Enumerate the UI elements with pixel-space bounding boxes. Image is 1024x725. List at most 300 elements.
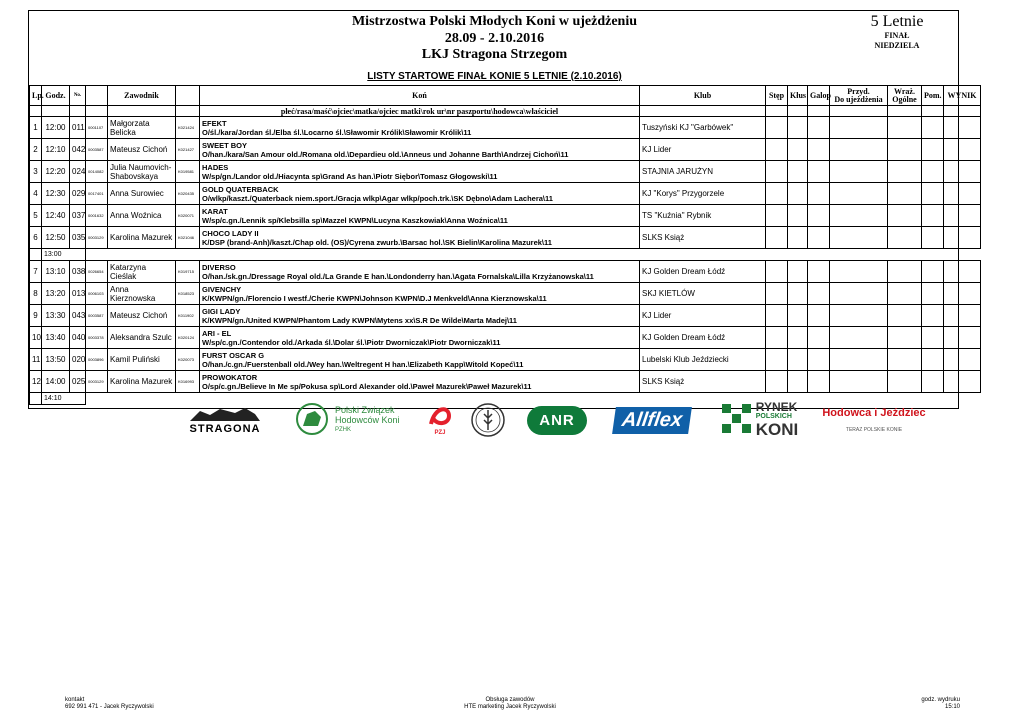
row-lp: 9 xyxy=(30,305,42,327)
row-lp: 10 xyxy=(30,327,42,349)
row-horse xyxy=(200,283,640,305)
sponsor-logos xyxy=(150,398,960,446)
row-rider: Karolina Mazurek xyxy=(108,371,176,393)
row-lp: 6 xyxy=(30,227,42,249)
row-rider-id: 0006103 xyxy=(86,283,108,305)
row-score-cell xyxy=(808,283,830,305)
row-rider: Anna Kierznowska xyxy=(108,283,176,305)
row-score-cell xyxy=(808,349,830,371)
day-label: NIEDZIELA xyxy=(874,41,920,50)
row-horse-info: O/han./c.gn./Fuerstenball old./Wey han.\Weltregent H han.\Elizabeth Kapp\Witold Kopeć\11 xyxy=(202,359,524,369)
stragona-logo xyxy=(180,402,270,438)
col-lp: Lp. xyxy=(30,86,42,106)
row-horse xyxy=(200,205,640,227)
break-time: 13:00 xyxy=(42,249,86,261)
row-score-cell xyxy=(888,183,922,205)
footer-contact-phone: 692 991 471 - Jacek Ryczywolski xyxy=(65,704,154,710)
row-score-cell xyxy=(922,227,944,249)
anr-logo xyxy=(522,402,592,438)
row-score-cell xyxy=(766,327,788,349)
header-spacer-cell xyxy=(108,106,176,117)
row-rider: Małgorzata Belicka xyxy=(108,117,176,139)
competition-dates: 28.09 - 2.10.2016 xyxy=(444,31,545,46)
footer-print-value: 15:10 xyxy=(944,704,960,710)
row-time: 12:40 xyxy=(42,205,70,227)
row-score-cell xyxy=(888,261,922,283)
row-score-cell xyxy=(944,283,981,305)
break-spacer-cell xyxy=(30,393,42,405)
row-rider: Julia Naumovich-Shabovskaya xyxy=(108,161,176,183)
row-score-cell xyxy=(944,327,981,349)
row-lp: 3 xyxy=(30,161,42,183)
row-horse xyxy=(200,305,640,327)
row-score-cell xyxy=(830,117,888,139)
row-rider-id: 0003129 xyxy=(86,371,108,393)
row-score-cell xyxy=(766,205,788,227)
col-wraz xyxy=(888,86,922,106)
table-row xyxy=(30,283,981,305)
rynek-word: RYNEK xyxy=(755,400,798,414)
start-list-table xyxy=(29,85,981,405)
row-score-cell xyxy=(888,139,922,161)
row-horse-id: K020124 xyxy=(176,327,200,349)
header-spacer-cell xyxy=(922,106,944,117)
row-club: SLKS Książ xyxy=(640,227,766,249)
row-horse-name: GIGI LADY xyxy=(202,306,241,316)
row-horse-name: DIVERSO xyxy=(202,262,236,272)
row-score-cell xyxy=(788,305,808,327)
row-rider: Kamil Puliński xyxy=(108,349,176,371)
row-score-cell xyxy=(766,305,788,327)
col-step: Stęp xyxy=(766,86,788,106)
header-spacer-cell xyxy=(30,106,42,117)
season-box xyxy=(842,13,952,51)
row-score-cell xyxy=(766,227,788,249)
row-lp: 1 xyxy=(30,117,42,139)
row-club: TS "Kuźnia" Rybnik xyxy=(640,205,766,227)
row-score-cell xyxy=(788,205,808,227)
list-title: LISTY STARTOWE FINAŁ KONIE 5 LETNIE (2.10.2016) xyxy=(367,71,622,82)
row-score-cell xyxy=(944,161,981,183)
row-score-cell xyxy=(888,327,922,349)
table-row xyxy=(30,227,981,249)
row-time: 12:10 xyxy=(42,139,70,161)
row-score-cell xyxy=(808,161,830,183)
row-lp: 12 xyxy=(30,371,42,393)
row-horse-id: K020071 xyxy=(176,205,200,227)
wraz-label: Wraż. xyxy=(894,86,915,96)
row-horse-name: KARAT xyxy=(202,206,228,216)
row-horse-id: K016993 xyxy=(176,371,200,393)
footer-contact xyxy=(65,697,154,711)
col-klus: Kłus xyxy=(788,86,808,106)
col-przyd xyxy=(830,86,888,106)
table-row xyxy=(30,349,981,371)
row-start-no: 013 xyxy=(70,283,86,305)
row-club: KJ Golden Dream Łódź xyxy=(640,261,766,283)
row-horse-id: K019715 xyxy=(176,261,200,283)
row-club: SKJ KIETLÓW xyxy=(640,283,766,305)
row-score-cell xyxy=(830,305,888,327)
col-klub: Klub xyxy=(640,86,766,106)
document-frame xyxy=(28,10,977,409)
row-club: SLKS Książ xyxy=(640,371,766,393)
row-time: 12:00 xyxy=(42,117,70,139)
row-time: 13:20 xyxy=(42,283,70,305)
row-score-cell xyxy=(788,283,808,305)
row-horse-info: K/KWPN/gn./Florencio I westf./Cherie KWPN\Johnson KWPN\D.J Menkveld\Anna Kierznowska\11 xyxy=(202,293,547,303)
row-score-cell xyxy=(766,261,788,283)
row-score-cell xyxy=(888,205,922,227)
col-pom: Pom. xyxy=(922,86,944,106)
row-score-cell xyxy=(922,161,944,183)
row-start-no: 042 xyxy=(70,139,86,161)
table-row xyxy=(30,261,981,283)
row-score-cell xyxy=(788,371,808,393)
footer-print-time xyxy=(900,697,960,711)
przyd-label: Przyd. xyxy=(847,86,870,96)
rynek-koni-logo xyxy=(710,402,810,438)
row-horse-info: W/sp/gn./Landor old./Hiacynta sp\Grand As han.\Piotr Siębor\Tomasz Głogowski\11 xyxy=(202,171,498,181)
anr-badge: ANR xyxy=(527,406,587,435)
row-horse-name: PROWOKATOR xyxy=(202,372,258,382)
row-score-cell xyxy=(788,183,808,205)
start-list-body xyxy=(30,106,981,405)
row-lp: 2 xyxy=(30,139,42,161)
row-score-cell xyxy=(788,327,808,349)
row-score-cell xyxy=(922,283,944,305)
row-start-no: 043 xyxy=(70,305,86,327)
row-horse-name: EFEKT xyxy=(202,118,227,128)
row-score-cell xyxy=(944,227,981,249)
row-horse xyxy=(200,349,640,371)
row-horse-name: CHOCO LADY II xyxy=(202,228,259,238)
pzj-logo xyxy=(425,402,455,438)
row-score-cell xyxy=(788,117,808,139)
row-score-cell xyxy=(808,305,830,327)
row-horse-id: K011902 xyxy=(176,305,200,327)
table-row xyxy=(30,117,981,139)
col-wynik: WYNIK xyxy=(944,86,981,106)
row-score-cell xyxy=(830,183,888,205)
row-score-cell xyxy=(830,349,888,371)
row-score-cell xyxy=(888,349,922,371)
row-club: KJ "Korys" Przygorzele xyxy=(640,183,766,205)
pzhk-logo xyxy=(290,402,420,438)
col-godz: Godz. xyxy=(42,86,70,106)
break-spacer-cell xyxy=(30,249,42,261)
row-rider-id: 0003896 xyxy=(86,349,108,371)
row-rider-id: 0003378 xyxy=(86,327,108,349)
row-score-cell xyxy=(808,205,830,227)
pzhk-emblem-icon xyxy=(293,402,331,438)
row-time: 12:50 xyxy=(42,227,70,249)
row-score-cell xyxy=(808,261,830,283)
row-rider-id: 0003129 xyxy=(86,227,108,249)
header-spacer-cell xyxy=(944,106,981,117)
footer-contact-label: kontakt xyxy=(65,697,85,703)
row-score-cell xyxy=(830,283,888,305)
row-score-cell xyxy=(888,283,922,305)
row-score-cell xyxy=(922,349,944,371)
row-score-cell xyxy=(888,305,922,327)
row-score-cell xyxy=(808,183,830,205)
row-score-cell xyxy=(766,183,788,205)
row-score-cell xyxy=(922,371,944,393)
row-score-cell xyxy=(830,139,888,161)
stage-label: FINAŁ xyxy=(884,31,910,40)
row-score-cell xyxy=(922,139,944,161)
row-club: KJ Lider xyxy=(640,139,766,161)
pzhk-abbr: PZHK xyxy=(335,427,352,433)
row-start-no: 038 xyxy=(70,261,86,283)
row-club: KJ Golden Dream Łódź xyxy=(640,327,766,349)
row-horse-info: W/sp/c.gn./Contendor old./Arkada śl.\Dolar śl.\Piotr Dworniczak\Piotr Dworniczak\11 xyxy=(202,337,501,347)
competition-venue: LKJ Stragona Strzegom xyxy=(421,47,568,62)
row-score-cell xyxy=(944,371,981,393)
row-club: Lubelski Klub Jeździecki xyxy=(640,349,766,371)
age-class: 5 Letnie xyxy=(870,13,924,30)
col-kon: Koń xyxy=(200,86,640,106)
header-spacer-cell xyxy=(640,106,766,117)
pzj-text: PZJ xyxy=(434,430,446,436)
horse-info-header: płeć/rasa/maść\ojciec\matka/ojciec matki\rok ur\nr paszportu\hodowca\właściciel xyxy=(200,106,640,117)
col-galop: Galop xyxy=(808,86,830,106)
row-rider: Mateusz Cichoń xyxy=(108,139,176,161)
footer-service-name: HTE marketing Jacek Ryczywolski xyxy=(464,704,556,710)
horse-info-header-row xyxy=(30,106,981,117)
row-horse xyxy=(200,371,640,393)
pzj-swirl-icon xyxy=(427,404,453,430)
col-zawodnik: Zawodnik xyxy=(108,86,176,106)
row-horse xyxy=(200,139,640,161)
row-horse-id: K021046 xyxy=(176,227,200,249)
competition-title: Mistrzostwa Polski Młodych Koni w ujeżdżeniu xyxy=(351,14,638,29)
row-horse xyxy=(200,183,640,205)
row-club: KJ Lider xyxy=(640,305,766,327)
row-score-cell xyxy=(808,227,830,249)
row-score-cell xyxy=(944,349,981,371)
row-score-cell xyxy=(944,305,981,327)
row-club: STAJNIA JARUŻYN xyxy=(640,161,766,183)
col-spacer xyxy=(86,86,108,106)
break-time: 14:10 xyxy=(42,393,86,405)
row-lp: 11 xyxy=(30,349,42,371)
row-start-no: 035 xyxy=(70,227,86,249)
row-rider-id: 0014082 xyxy=(86,161,108,183)
row-start-no: 020 xyxy=(70,349,86,371)
table-row xyxy=(30,183,981,205)
row-score-cell xyxy=(788,227,808,249)
row-horse-id: K020073 xyxy=(176,349,200,371)
row-horse-name: HADES xyxy=(202,162,229,172)
rynek-grid-icon xyxy=(722,404,752,436)
row-score-cell xyxy=(830,261,888,283)
row-score-cell xyxy=(766,139,788,161)
row-rider-id: 0017401 xyxy=(86,183,108,205)
row-horse-name: ARI - EL xyxy=(202,328,232,338)
row-horse xyxy=(200,227,640,249)
row-score-cell xyxy=(766,283,788,305)
row-score-cell xyxy=(808,327,830,349)
row-score-cell xyxy=(830,371,888,393)
row-horse-name: GOLD QUATERBACK xyxy=(202,184,279,194)
row-time: 13:30 xyxy=(42,305,70,327)
header-spacer-cell xyxy=(70,106,86,117)
row-time: 12:30 xyxy=(42,183,70,205)
row-score-cell xyxy=(922,183,944,205)
row-score-cell xyxy=(830,227,888,249)
row-score-cell xyxy=(944,205,981,227)
row-horse-info: K/DSP (brand-Anh)/kaszt./Chap old. (OS)/Cyrena zwurb.\Barsac hol.\SK Bielin\Karolina Mazurek\11 xyxy=(202,237,552,247)
row-time: 13:50 xyxy=(42,349,70,371)
row-rider-id: 0003587 xyxy=(86,139,108,161)
teraz-text: TERAZ POLSKIE KONIE xyxy=(845,427,903,433)
row-score-cell xyxy=(830,327,888,349)
stragona-text: STRAGONA xyxy=(189,423,261,435)
row-lp: 7 xyxy=(30,261,42,283)
table-row xyxy=(30,205,981,227)
row-score-cell xyxy=(944,183,981,205)
row-horse-name: GIVENCHY xyxy=(202,284,242,294)
header-spacer-cell xyxy=(176,106,200,117)
header-spacer-cell xyxy=(42,106,70,117)
table-row xyxy=(30,371,981,393)
row-score-cell xyxy=(766,371,788,393)
row-horse-info: O/han./kara/San Amour old./Romana old.\Depardieu old.\Anneus und Johanne Barth\Andrzej Cichoń\11 xyxy=(202,149,569,159)
row-horse-id: K020435 xyxy=(176,183,200,205)
footer-print-label: godz. wydruku xyxy=(921,697,960,703)
row-score-cell xyxy=(788,161,808,183)
polskich-word: POLSKICH xyxy=(755,413,792,420)
row-rider: Anna Surowiec xyxy=(108,183,176,205)
row-rider: Katarzyna Cieślak xyxy=(108,261,176,283)
row-score-cell xyxy=(766,117,788,139)
koni-word: KONI xyxy=(755,420,799,439)
allflex-badge: Allflex xyxy=(612,407,692,434)
row-start-no: 040 xyxy=(70,327,86,349)
col-lic xyxy=(176,86,200,106)
row-horse-id: K019581 xyxy=(176,161,200,183)
footer-service-label: Obsługa zawodów xyxy=(485,697,535,703)
wraz-sub: Ogólne xyxy=(892,94,917,104)
row-horse xyxy=(200,327,640,349)
row-score-cell xyxy=(888,371,922,393)
row-horse-id: K021427 xyxy=(176,139,200,161)
row-horse-info: O/wlkp/kaszt./Quaterback niem.sport./Gracja wlkp\Agar wlkp/poch.trk.\SK Dębno\Adam Lachera\11 xyxy=(202,193,553,203)
row-score-cell xyxy=(944,139,981,161)
break-row xyxy=(30,249,981,261)
break-rest-cell xyxy=(86,249,981,261)
row-horse xyxy=(200,117,640,139)
row-lp: 5 xyxy=(30,205,42,227)
row-score-cell xyxy=(922,117,944,139)
col-no: No. xyxy=(70,86,86,106)
row-horse-id: K021424 xyxy=(176,117,200,139)
hodowca-title: Hodowca i Jeździec xyxy=(822,407,926,419)
wheat-seal-icon xyxy=(470,402,506,438)
row-rider: Mateusz Cichoń xyxy=(108,305,176,327)
row-rider-id: 0001107 xyxy=(86,117,108,139)
row-score-cell xyxy=(922,261,944,283)
row-rider: Anna Woźnica xyxy=(108,205,176,227)
row-score-cell xyxy=(830,161,888,183)
row-rider-id: 0003587 xyxy=(86,305,108,327)
table-row xyxy=(30,305,981,327)
row-score-cell xyxy=(788,139,808,161)
header-spacer-cell xyxy=(808,106,830,117)
row-rider-id: 0001632 xyxy=(86,205,108,227)
ministry-logo xyxy=(468,402,508,438)
row-score-cell xyxy=(766,161,788,183)
przyd-sub: Do ujeżdżenia xyxy=(834,94,883,104)
row-score-cell xyxy=(830,205,888,227)
row-horse-info: O/śl./kara/Jordan śl./Elba śl.\Locarno śl.\Sławomir Królik\Sławomir Królik\11 xyxy=(202,127,472,137)
row-horse xyxy=(200,261,640,283)
row-start-no: 024 xyxy=(70,161,86,183)
allflex-logo xyxy=(602,402,702,438)
row-score-cell xyxy=(922,205,944,227)
pzhk-name: Polski Związek Hodowców Koni xyxy=(335,405,400,425)
row-club: Tuszyński KJ "Garbówek" xyxy=(640,117,766,139)
row-lp: 8 xyxy=(30,283,42,305)
row-score-cell xyxy=(808,371,830,393)
header-spacer-cell xyxy=(766,106,788,117)
row-rider-id: 0026654 xyxy=(86,261,108,283)
row-score-cell xyxy=(788,261,808,283)
row-start-no: 029 xyxy=(70,183,86,205)
row-rider: Karolina Mazurek xyxy=(108,227,176,249)
row-score-cell xyxy=(888,161,922,183)
row-start-no: 011 xyxy=(70,117,86,139)
row-score-cell xyxy=(888,227,922,249)
row-time: 13:40 xyxy=(42,327,70,349)
row-score-cell xyxy=(944,117,981,139)
row-score-cell xyxy=(888,117,922,139)
row-score-cell xyxy=(922,327,944,349)
header-spacer-cell xyxy=(86,106,108,117)
row-horse-info: K/KWPN/gn./United KWPN/Phantom Lady KWPN\Mytens xx\S.R De Wilde\Marta Madej\11 xyxy=(202,315,517,325)
footer-service xyxy=(430,697,590,711)
row-score-cell xyxy=(922,305,944,327)
row-score-cell xyxy=(808,117,830,139)
row-horse xyxy=(200,161,640,183)
row-start-no: 025 xyxy=(70,371,86,393)
table-row xyxy=(30,139,981,161)
table-row xyxy=(30,327,981,349)
hodowca-logo xyxy=(818,402,930,438)
row-horse-info: W/sp/c.gn./Lennik sp/Klebsilla sp\Mazzel KWPN\Lucyna Kaszkowiak\Anna Woźnica\11 xyxy=(202,215,508,225)
row-time: 13:10 xyxy=(42,261,70,283)
header-spacer-cell xyxy=(830,106,888,117)
row-time: 14:00 xyxy=(42,371,70,393)
row-lp: 4 xyxy=(30,183,42,205)
row-horse-info: O/sp/c.gn./Believe In Me sp/Pokusa sp\Lord Alexander old.\Paweł Mazurek\Paweł Mazurek\11 xyxy=(202,381,532,391)
row-rider: Aleksandra Szulc xyxy=(108,327,176,349)
row-score-cell xyxy=(766,349,788,371)
header-spacer-cell xyxy=(888,106,922,117)
horse-silhouette-icon xyxy=(185,405,265,423)
row-start-no: 037 xyxy=(70,205,86,227)
header-spacer-cell xyxy=(788,106,808,117)
row-horse-info: O/han./sk.gn./Dressage Royal old./La Grande E han.\Londonderry han.\Agata Fornalska\Lilla Krzyżanowska\11 xyxy=(202,271,594,281)
row-score-cell xyxy=(944,261,981,283)
row-horse-id: K018523 xyxy=(176,283,200,305)
row-score-cell xyxy=(808,139,830,161)
row-time: 12:20 xyxy=(42,161,70,183)
row-score-cell xyxy=(788,349,808,371)
row-horse-name: SWEET BOY xyxy=(202,140,248,150)
